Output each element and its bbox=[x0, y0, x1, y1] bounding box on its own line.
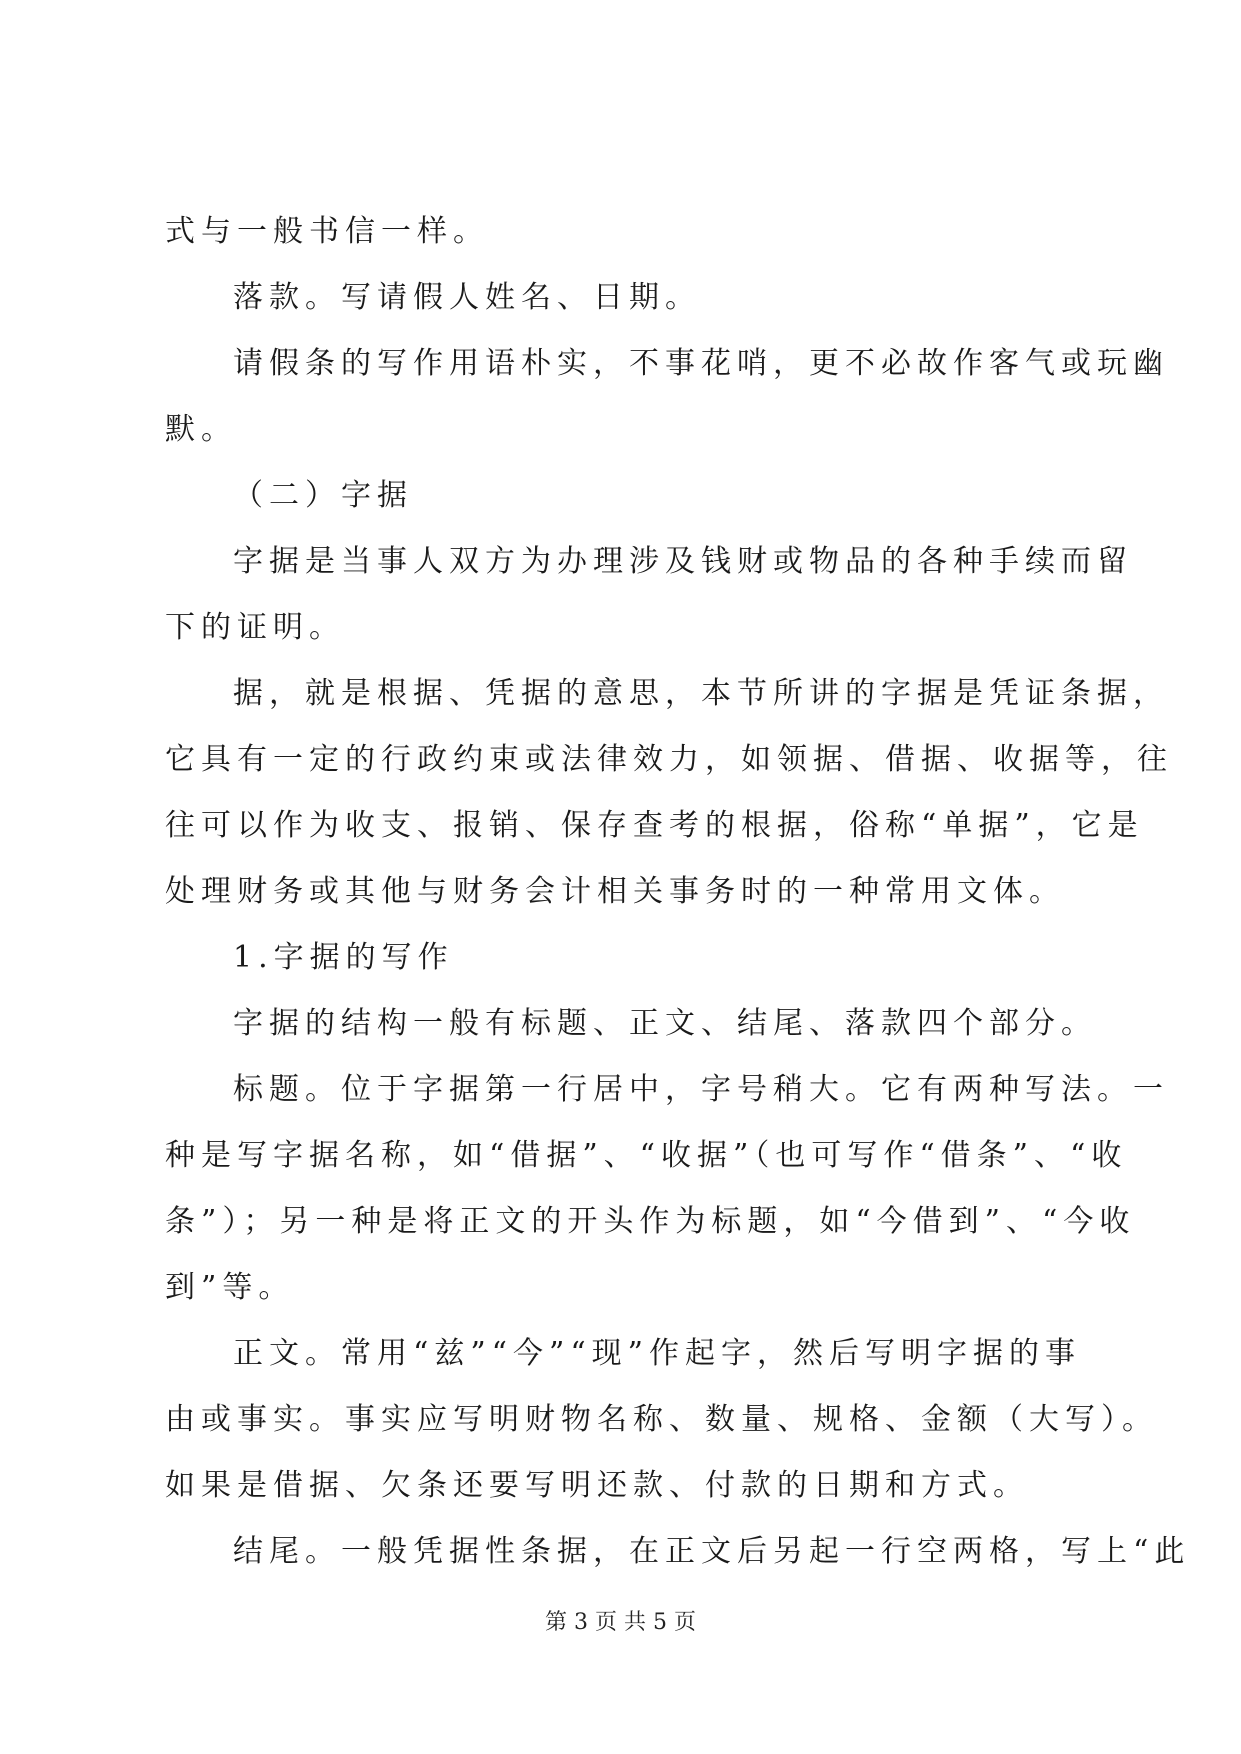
text-line: 标题。位于字据第一行居中，字号稍大。它有两种写法。一 bbox=[233, 1072, 1169, 1107]
text-line: 往可以作为收支、报销、保存查考的根据，俗称“单据”，它是 bbox=[165, 808, 1144, 843]
text-line: 条”）；另一种是将正文的开头作为标题，如“今借到”、“今收 bbox=[165, 1204, 1136, 1239]
text-line: 种是写字据名称，如“借据”、“收据”（也可写作“借条”、“收 bbox=[165, 1138, 1128, 1173]
text-line: 正文。常用“兹”“今”“现”作起字，然后写明字据的事 bbox=[233, 1336, 1082, 1371]
text-line: 由或事实。事实应写明财物名称、数量、规格、金额（大写）。 bbox=[165, 1402, 1158, 1437]
text-line: 据，就是根据、凭据的意思，本节所讲的字据是凭证条据， bbox=[233, 676, 1169, 711]
page-footer: 第 3 页 共 5 页 bbox=[545, 1610, 696, 1635]
text-line: 字据的结构一般有标题、正文、结尾、落款四个部分。 bbox=[233, 1006, 1097, 1041]
text-line: 请假条的写作用语朴实，不事花哨，更不必故作客气或玩幽 bbox=[233, 346, 1169, 381]
text-line: 下的证明。 bbox=[165, 610, 345, 645]
text-line: 结尾。一般凭据性条据，在正文后另起一行空两格，写上“此 bbox=[233, 1534, 1191, 1569]
text-line: 字据是当事人双方为办理涉及钱财或物品的各种手续而留 bbox=[233, 544, 1133, 579]
text-line: 处理财务或其他与财务会计相关事务时的一种常用文体。 bbox=[165, 874, 1065, 909]
section-heading: （二）字据 bbox=[233, 478, 413, 513]
text-line: 如果是借据、欠条还要写明还款、付款的日期和方式。 bbox=[165, 1468, 1029, 1503]
text-line: 式与一般书信一样。 bbox=[165, 214, 489, 249]
text-line: 它具有一定的行政约束或法律效力，如领据、借据、收据等，往 bbox=[165, 742, 1173, 777]
text-line: 到”等。 bbox=[165, 1270, 295, 1305]
subsection-heading: 1.字据的写作 bbox=[233, 940, 454, 975]
text-line: 落款。写请假人姓名、日期。 bbox=[233, 280, 701, 315]
text-line: 默。 bbox=[165, 412, 237, 447]
